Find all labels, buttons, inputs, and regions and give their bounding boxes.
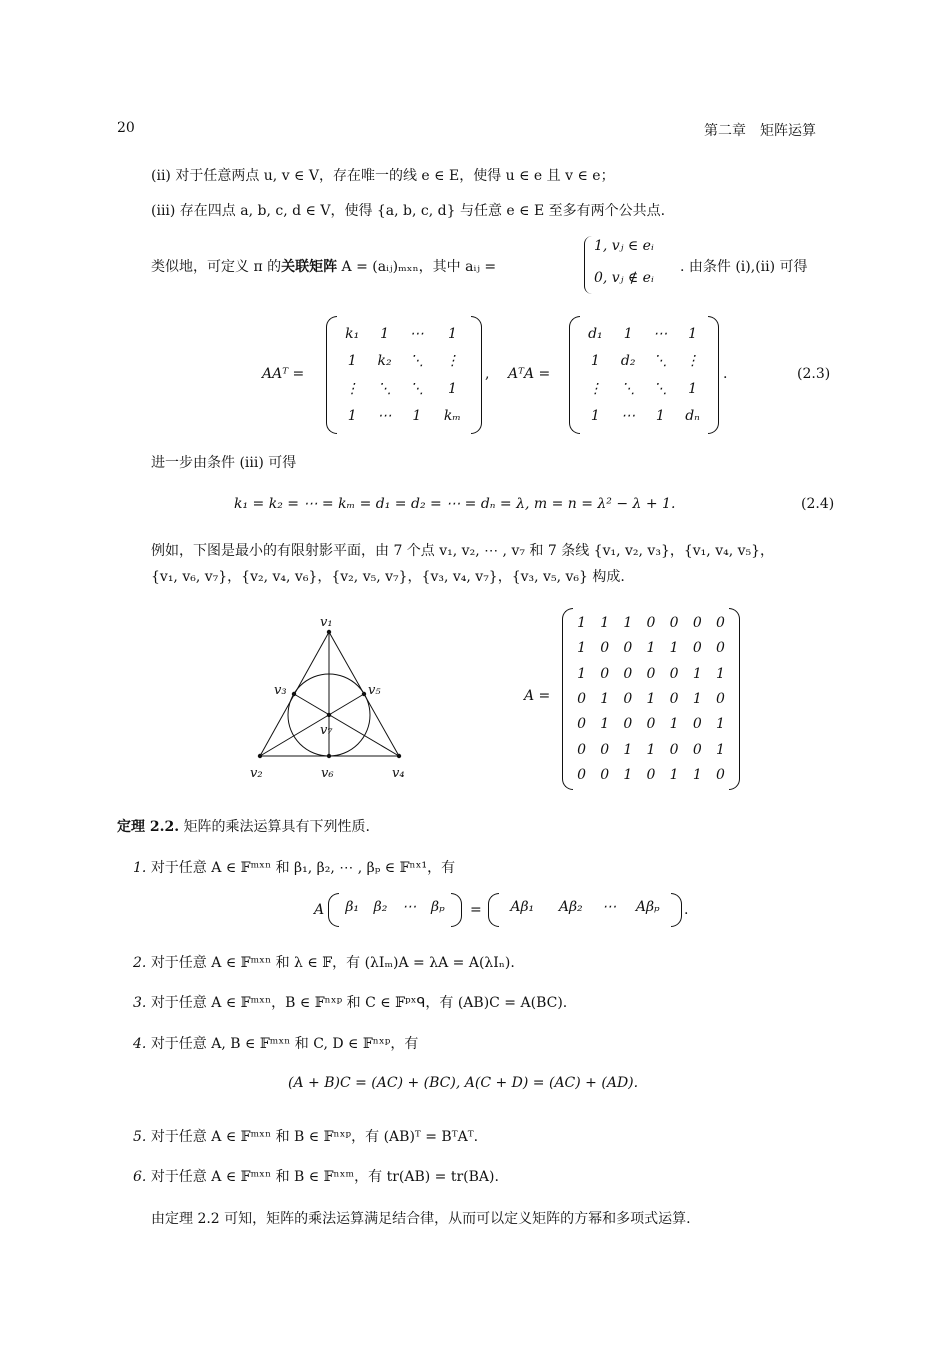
eq1-end: .: [684, 902, 689, 918]
matrix-AAT: [326, 316, 482, 434]
matrix-entry: 0: [623, 690, 633, 707]
matrix-entry: 1: [646, 640, 656, 657]
matrix-entry: 0: [600, 665, 610, 682]
item-text: 对于任意 A ∈ 𝔽ᵐˣⁿ 和 β₁, β₂, ⋯ , βₚ ∈ 𝔽ⁿˣ¹，有: [150, 860, 456, 876]
theorem-heading: [117, 816, 370, 836]
def-term: 关联矩阵: [281, 259, 338, 275]
incidence-definition: [151, 256, 496, 276]
eq1-row-left: [328, 893, 462, 927]
matrix-entry: 1: [646, 741, 656, 758]
row-entry: Aβ₁: [510, 899, 535, 915]
theorem-item-3: [133, 992, 567, 1012]
matrix-entry: ⋯: [621, 408, 636, 425]
def-post: . 由条件 (i),(ii) 可得: [680, 259, 808, 275]
label-v2: v₂: [250, 766, 263, 781]
label-v1: v₁: [320, 615, 333, 630]
matrix-entry: 0: [646, 665, 656, 682]
row-entry: β₁: [345, 899, 360, 915]
matrix-entry: 1: [623, 614, 633, 631]
matrix-entry: ⋮: [345, 380, 360, 397]
matrix-entry: 1: [655, 408, 665, 425]
matrix-entry: 1: [688, 325, 697, 342]
example-line2: {v₁, v₆, v₇}，{v₂, v₄, v₆}，{v₂, v₅, v₇}，{v₃, v₄, v₇}，{v₃, v₅, v₆} 构成.: [151, 569, 625, 585]
matrix-entry: 0: [577, 767, 587, 784]
matrix-entry: ⋱: [653, 380, 668, 397]
eq-item4: (A + B)C = (AC) + (BC), A(C + D) = (AC) + (AD).: [288, 1075, 639, 1091]
eq23-tag: (2.3): [797, 366, 831, 382]
matrix-entry: 0: [623, 665, 633, 682]
matrix-entry: 1: [412, 408, 422, 425]
def-pre: 类似地，可定义 π 的: [151, 259, 282, 275]
matrix-entry: 1: [600, 614, 610, 631]
matrix-entry: k₂: [377, 353, 392, 370]
label-v4: v₄: [392, 766, 405, 781]
row-entry: Aβ₂: [558, 899, 583, 915]
point-v2: [258, 754, 262, 758]
matrix-entry: 0: [692, 640, 702, 657]
matrix-entry: 0: [600, 640, 610, 657]
cases-brace: [584, 236, 593, 294]
row-entry: ⋯: [402, 899, 417, 915]
theorem-item-5: [133, 1126, 478, 1146]
matrix-entry: 1: [623, 741, 633, 758]
matrix-entry: ⋱: [377, 380, 392, 397]
matrix-entry: 1: [688, 380, 697, 397]
item-text: 对于任意 A ∈ 𝔽ᵐˣⁿ，B ∈ 𝔽ⁿˣᵖ 和 C ∈ 𝔽ᵖˣᑫ，有 (AB)C = A(BC).: [150, 995, 568, 1011]
theorem-statement: 矩阵的乘法运算具有下列性质.: [183, 819, 371, 835]
point-v1: [327, 630, 331, 634]
matrix-entry: 1: [590, 353, 600, 370]
matrix-entry: 1: [715, 665, 725, 682]
matrix-entry: 1: [347, 408, 357, 425]
matrix-entry: ⋱: [409, 353, 424, 370]
matrix-entry: 1: [380, 325, 389, 342]
row-entry: βₚ: [430, 899, 445, 915]
theorem-item-1: [133, 857, 455, 877]
matrix-entry: 1: [347, 353, 357, 370]
matrix-entry: 0: [715, 690, 725, 707]
matrix-entry: 0: [669, 690, 679, 707]
matrix-entry: 1: [646, 690, 656, 707]
matrix-entry: 0: [646, 767, 656, 784]
matrix-entry: 0: [669, 614, 679, 631]
label-v5: v₅: [368, 683, 381, 698]
theorem-item-4: [133, 1033, 418, 1053]
matrix-entry: 0: [577, 716, 587, 733]
eq1-row-right: [488, 893, 682, 927]
matrix-entry: 1: [590, 408, 600, 425]
matrix-entry: 0: [715, 767, 725, 784]
page-number: 20: [117, 120, 135, 136]
matrix-entry: 1: [669, 640, 679, 657]
matrix-entry: k₁: [345, 325, 360, 342]
point-v4: [397, 754, 401, 758]
eq1-equals: =: [470, 902, 482, 918]
item-text: 对于任意 A ∈ 𝔽ᵐˣⁿ 和 B ∈ 𝔽ⁿˣᵐ，有 tr(AB) = tr(BA).: [150, 1169, 499, 1185]
matrix-entry: 1: [600, 716, 610, 733]
item-number: 2.: [133, 955, 147, 971]
matrix-entry: ⋮: [588, 380, 603, 397]
matrix-entry: 0: [692, 741, 702, 758]
theorem-item-2: [133, 952, 515, 972]
matrix-entry: 1: [692, 767, 702, 784]
matrix-entry: 1: [447, 380, 457, 397]
row-entry: ⋯: [602, 899, 617, 915]
matrix-entry: 1: [715, 741, 725, 758]
matrix-entry: ⋮: [445, 353, 460, 370]
point-v5: [362, 692, 366, 696]
item-number: 1.: [133, 860, 147, 876]
eq1-lhs-A: A: [314, 902, 325, 918]
matrix-entry: 0: [646, 716, 656, 733]
matrix-entry: ⋯: [377, 408, 392, 425]
matrix-entry: ⋮: [685, 353, 700, 370]
eq23-lhs2: AᵀA =: [508, 366, 551, 382]
matrix-entry: 0: [623, 640, 633, 657]
matrix-entry: 1: [623, 325, 633, 342]
matrix-entry: 0: [692, 614, 702, 631]
eq24-tag: (2.4): [801, 496, 835, 512]
incidence-matrix: [562, 608, 740, 790]
further-text: 进一步由条件 (iii) 可得: [151, 455, 297, 471]
chapter-title: 第二章 矩阵运算: [704, 123, 816, 139]
matrix-entry: ⋯: [409, 325, 424, 342]
label-v7: v₇: [320, 723, 333, 738]
matrix-entry: 1: [577, 614, 587, 631]
point-v7: [327, 713, 331, 717]
matrix-entry: 0: [692, 716, 702, 733]
label-v6: v₆: [321, 766, 334, 781]
matrix-entry: ⋱: [621, 380, 636, 397]
def-mid: A = (aᵢⱼ)ₘₓₙ，其中 aᵢⱼ =: [337, 259, 497, 275]
point-v3: [292, 692, 296, 696]
matrix-entry: d₂: [620, 353, 636, 370]
matrix-entry: 1: [577, 665, 587, 682]
matrix-entry: ⋱: [653, 353, 668, 370]
matrix-entry: 0: [715, 614, 725, 631]
matrix-entry: 1: [577, 640, 587, 657]
label-v3: v₃: [274, 683, 287, 698]
condition-ii: (ii) 对于任意两点 u, v ∈ V，存在唯一的线 e ∈ E，使得 u ∈ e 且 v ∈ e；: [151, 168, 615, 184]
eq23-lhs1: AAᵀ =: [262, 366, 305, 382]
matrix-entry: 1: [623, 767, 633, 784]
matrix-entry: 1: [692, 690, 702, 707]
matrix-entry: 0: [623, 716, 633, 733]
matrix-entry: 0: [577, 741, 587, 758]
fano-plane-diagram: [240, 610, 430, 790]
matrix-entry: 1: [600, 690, 610, 707]
theorem-item-6: [133, 1166, 499, 1186]
matrix-entry: kₘ: [443, 408, 461, 425]
matrix-entry: 1: [669, 767, 679, 784]
matrix-entry: 0: [669, 665, 679, 682]
item-number: 6.: [133, 1169, 147, 1185]
item-text: 对于任意 A, B ∈ 𝔽ᵐˣⁿ 和 C, D ∈ 𝔽ⁿˣᵖ，有: [150, 1036, 419, 1052]
item-number: 3.: [133, 995, 147, 1011]
case-one: 1, vⱼ ∈ eᵢ: [594, 238, 654, 254]
matrix-entry: 1: [669, 716, 679, 733]
matrix-entry: ⋱: [409, 380, 424, 397]
incidence-matrix-lhs: A =: [524, 688, 551, 704]
matrix-entry: 1: [715, 716, 725, 733]
matrix-entry: 0: [577, 690, 587, 707]
matrix-entry: ⋯: [653, 325, 668, 342]
matrix-entry: 1: [447, 325, 457, 342]
point-v6: [327, 754, 331, 758]
matrix-entry: dₙ: [685, 408, 700, 425]
matrix-entry: d₁: [588, 325, 603, 342]
eq23-sep: ,: [485, 366, 490, 382]
closing-paragraph: 由定理 2.2 可知，矩阵的乘法运算满足结合律，从而可以定义矩阵的方幂和多项式运算.: [151, 1211, 691, 1227]
item-number: 5.: [133, 1129, 147, 1145]
condition-iii: (iii) 存在四点 a, b, c, d ∈ V，使得 {a, b, c, d} 与任意 e ∈ E 至多有两个公共点.: [151, 203, 666, 219]
theorem-label: 定理 2.2.: [117, 819, 180, 835]
example-line1: 例如，下图是最小的有限射影平面，由 7 个点 v₁, v₂, ⋯ , v₇ 和 7 条线 {v₁, v₂, v₃}，{v₁, v₄, v₅}，: [151, 543, 775, 559]
matrix-ATA: [569, 316, 719, 434]
case-zero: 0, vⱼ ∉ eᵢ: [594, 270, 654, 286]
matrix-entry: 0: [600, 767, 610, 784]
eq23-end: .: [723, 366, 728, 382]
item-number: 4.: [133, 1036, 147, 1052]
row-entry: Aβₚ: [635, 899, 660, 915]
row-entry: β₂: [373, 899, 388, 915]
matrix-entry: 1: [692, 665, 702, 682]
item-text: 对于任意 A ∈ 𝔽ᵐˣⁿ 和 λ ∈ 𝔽，有 (λIₘ)A = λA = A(λIₙ).: [150, 955, 515, 971]
matrix-entry: 0: [669, 741, 679, 758]
item-text: 对于任意 A ∈ 𝔽ᵐˣⁿ 和 B ∈ 𝔽ⁿˣᵖ，有 (AB)ᵀ = BᵀAᵀ.: [150, 1129, 479, 1145]
matrix-entry: 0: [600, 741, 610, 758]
eq24: k₁ = k₂ = ⋯ = kₘ = d₁ = d₂ = ⋯ = dₙ = λ, m = n = λ² − λ + 1.: [234, 496, 676, 512]
matrix-entry: 0: [715, 640, 725, 657]
matrix-entry: 0: [646, 614, 656, 631]
